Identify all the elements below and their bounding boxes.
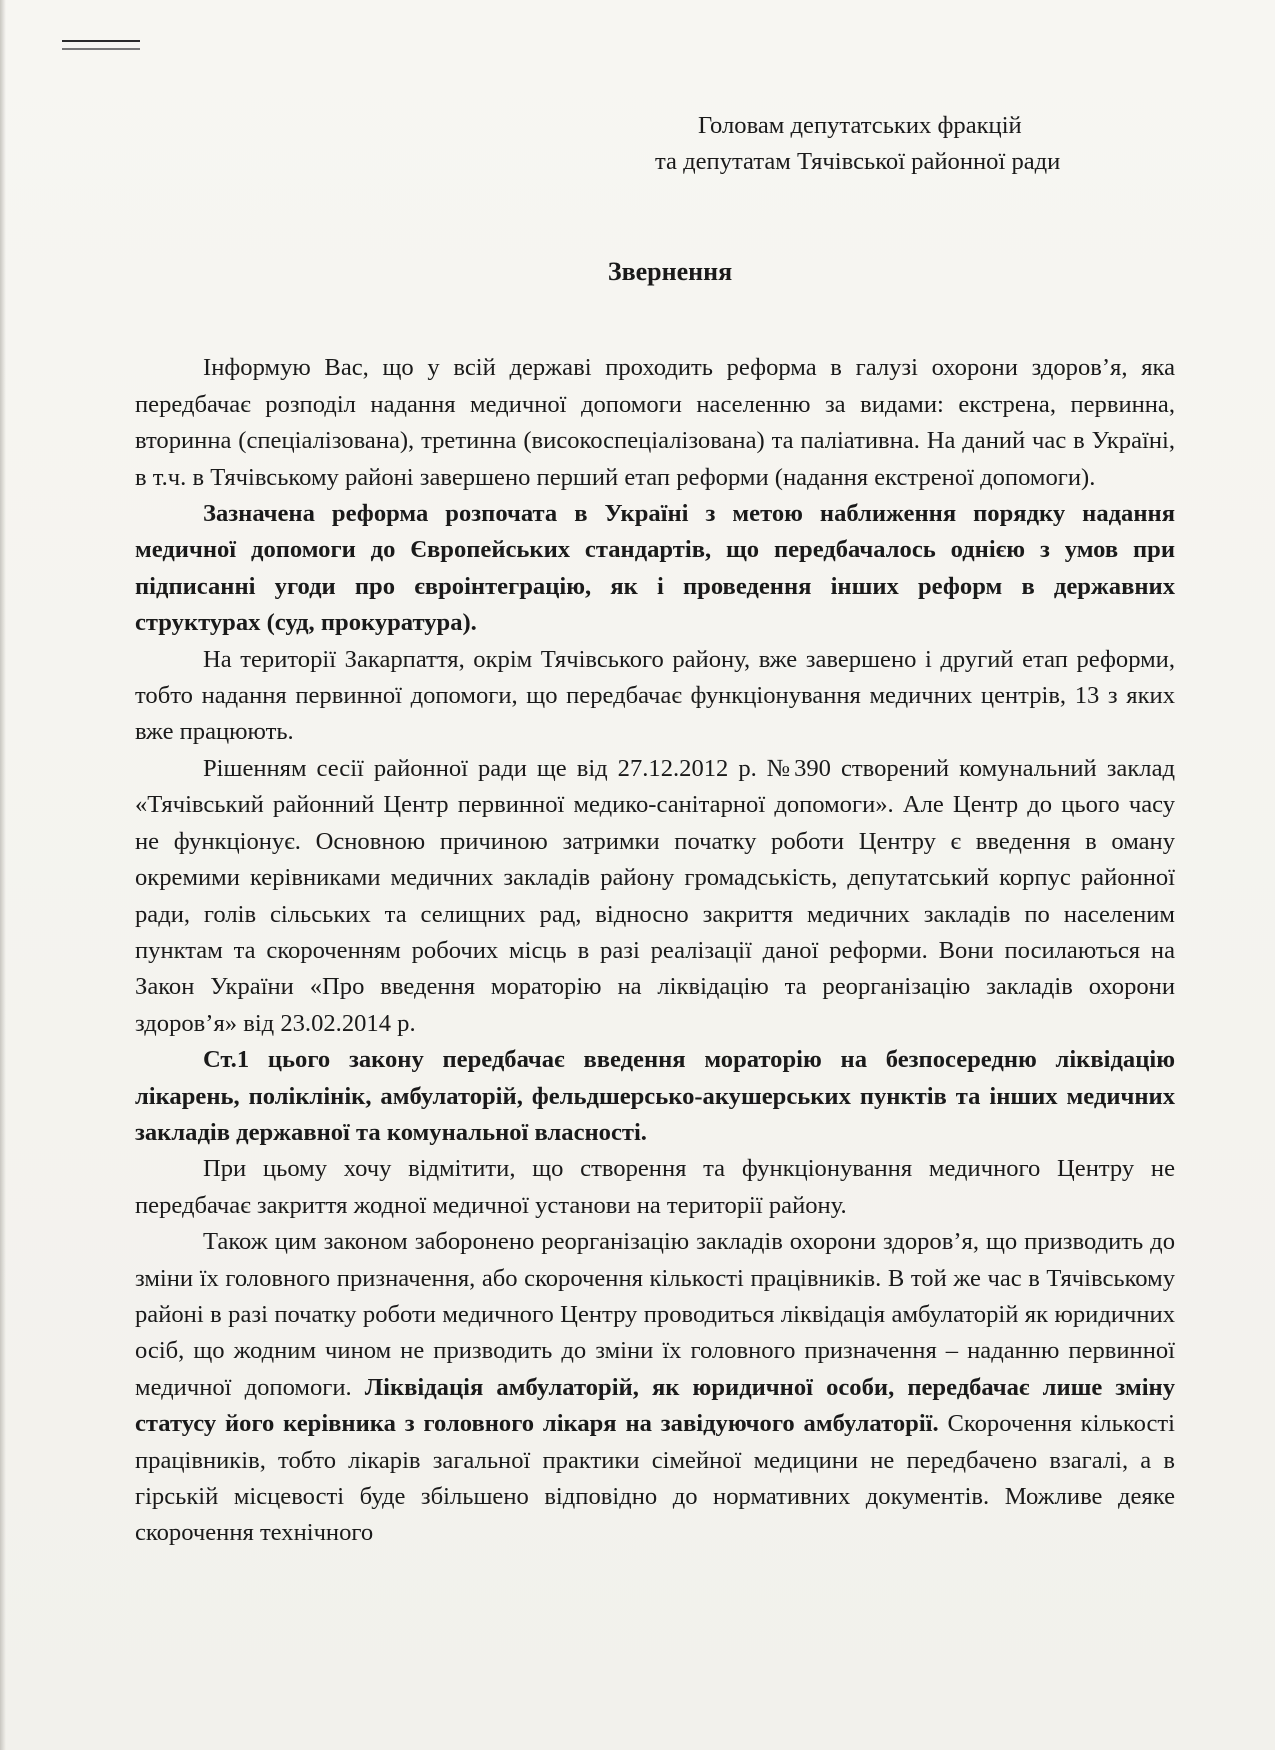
paragraph-7: [135, 1224, 1175, 1552]
addressee-block: [655, 108, 1175, 180]
paragraph-3: На території Закарпаття, окрім Тячівського району, вже завершено і другий етап реформи, тобто надання первинної допомоги, що передбачає функціонування медичних центрів, 13 з яких вже працюють.: [135, 645, 1175, 746]
addressee-line-1: Головам депутатських фракцій: [698, 112, 1022, 139]
paragraph-2: Зазначена реформа розпочата в Україні з метою наближення порядку надання медичної допомоги до Європейських стандартів, що передбачалось однією з умов при підписанні угоди про євроінтеграцію, як і проведення інших реформ в державних структурах (суд, прокуратура).: [135, 500, 1175, 637]
page-edge-shadow: [0, 0, 6, 1750]
paragraph-5: Ст.1 цього закону передбачає введення мораторію на безпосередню ліквідацію лікарень, поліклінік, амбулаторій, фельдшерсько-акушерських пунктів та інших медичних закладів державної та комунальної власності.: [135, 1046, 1175, 1146]
paragraph-7-start: Також цим законом заборонено реорганізацію закладів охорони здоров’я, що призводить до зміни їх головного призначення, або скорочення кількості працівників. В той же час в Тячівському районі в разі початку роботи медичного Центру проводиться ліквідація амбулаторій як юридичних осіб, що жодним чином не призводить до зміни їх головного призначення – наданню первинної медичної допомоги.: [135, 1228, 1175, 1401]
paragraph-1: Інформую Вас, що у всій державі проходить реформа в галузі охорони здоров’я, яка передбачає розподіл надання медичної допомоги населенню за видами: екстрена, первинна, вторинна (спеціалізована), третинна (високоспеціалізована) та паліативна. На даний час в Україні, в т.ч. в Тячівському районі завершено перший етап реформи (надання екстреної допомоги).: [135, 354, 1175, 491]
paragraph-7-end: Скорочення кількості працівників, тобто лікарів загальної практики сімейної медицини не передбачено взагалі, а в гірській місцевості буде збільшено відповідно до нормативних документів. Можливе деяке скорочення технічного: [135, 1410, 1175, 1547]
paragraph-7-bold: Ліквідація амбулаторій, як юридичної особи, передбачає лише зміну статусу його керівника з головного лікаря на завідуючого амбулаторії.: [135, 1373, 1176, 1438]
paragraph-6: При цьому хочу відмітити, що створення та функціонування медичного Центру не передбачає закриття жодної медичної установи на території району.: [135, 1155, 1175, 1219]
addressee-line-2: та депутатам Тячівської районної ради: [655, 148, 1061, 175]
paragraph-4: Рішенням сесії районної ради ще від 27.12.2012 р. №390 створений комунальний заклад «Тячівський районний Центр первинної медико-санітарної допомоги». Але Центр до цього часу не функціонує. Основною причиною затримки початку роботи Центру є введення в оману окремими керівниками медичних закладів району громадськість, депутатський корпус районної ради, голів сільських та селищних рад, відносно закриття медичних закладів по населеним пунктам та скороченням робочих місць в разі реалізації даної реформи. Вони посилаються на Закон України «Про введення мораторію на ліквідацію та реорганізацію закладів охорони здоров’я» від 23.02.2014 р.: [135, 754, 1175, 1037]
document-title: Звернення: [607, 257, 733, 286]
document-body: [135, 108, 1175, 1552]
staple-mark: [62, 40, 140, 50]
